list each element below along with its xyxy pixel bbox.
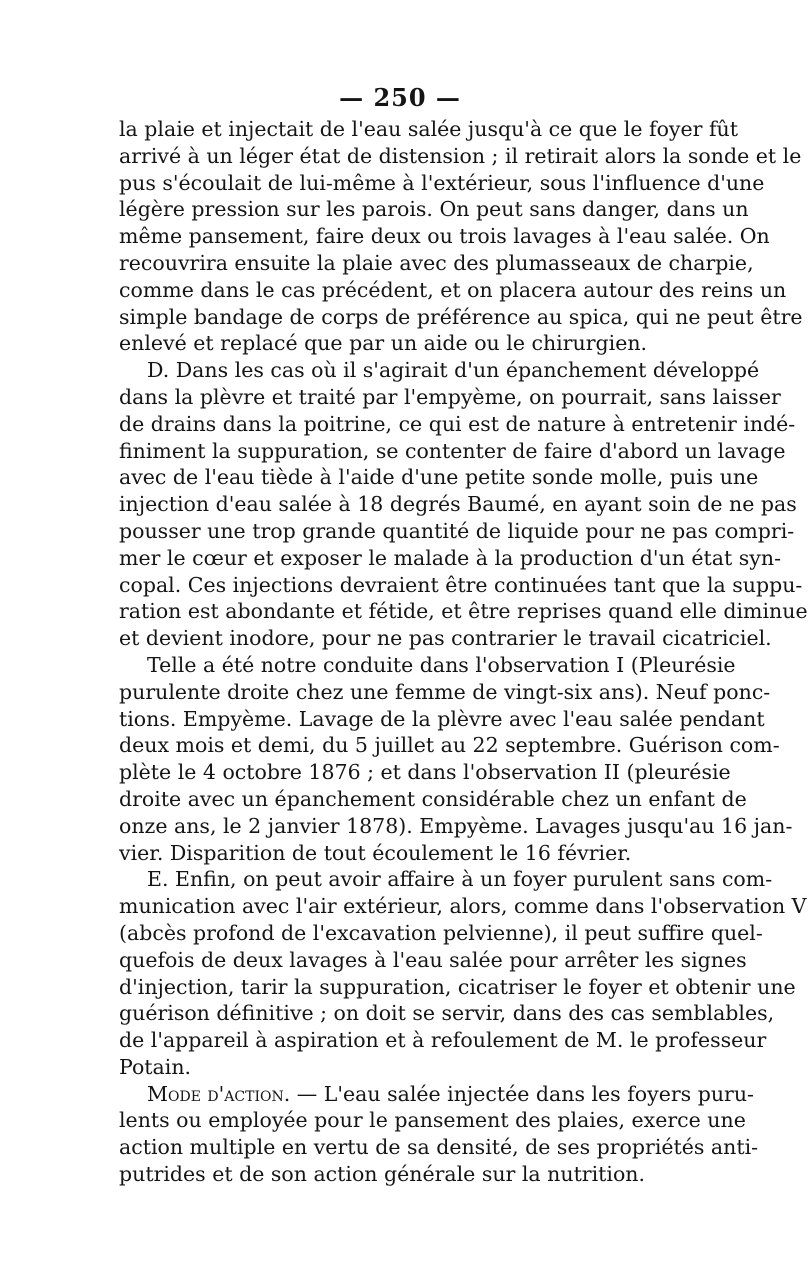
text-line: ration est abondante et fétide, et être reprises quand elle diminue bbox=[119, 599, 808, 624]
text-line: D. Dans les cas où il s'agirait d'un épanchement développé bbox=[147, 358, 760, 383]
text-line: quefois de deux lavages à l'eau salée pour arrêter les signes bbox=[119, 947, 747, 972]
text-line: finiment la suppuration, se contenter de faire d'abord un lavage bbox=[119, 438, 786, 463]
text-run: — L'eau salée injectée dans les foyers puru- bbox=[290, 1081, 754, 1106]
text-line: de l'appareil à aspiration et à refoulement de M. le professeur bbox=[119, 1028, 767, 1053]
text-line: simple bandage de corps de préférence au spica, qui ne peut être bbox=[119, 304, 803, 329]
text-line: lents ou employée pour le pansement des plaies, exerce une bbox=[119, 1108, 746, 1133]
text-line: tions. Empyème. Lavage de la plèvre avec l'eau salée pendant bbox=[119, 706, 765, 731]
text-line: dans la plèvre et traité par l'empyème, on pourrait, sans laisser bbox=[119, 384, 781, 409]
text-line: Telle a été notre conduite dans l'observation I (Pleurésie bbox=[147, 652, 736, 677]
text-line: guérison définitive ; on doit se servir, dans des cas semblables, bbox=[119, 1001, 775, 1026]
text-line: Potain. bbox=[119, 1054, 192, 1079]
text-line: même pansement, faire deux ou trois lavages à l'eau salée. On bbox=[119, 224, 770, 249]
text-line: putrides et de son action générale sur la nutrition. bbox=[119, 1162, 646, 1187]
text-line: enlevé et replacé que par un aide ou le chirurgien. bbox=[119, 331, 648, 356]
body-text bbox=[119, 116, 808, 1188]
text-line: pus s'écoulait de lui-même à l'extérieur, sous l'influence d'une bbox=[119, 170, 765, 195]
text-line: plète le 4 octobre 1876 ; et dans l'observation II (pleurésie bbox=[119, 760, 731, 785]
text-line: injection d'eau salée à 18 degrés Baumé, en ayant soin de ne pas bbox=[119, 492, 797, 517]
text-line: E. Enfin, on peut avoir affaire à un foyer purulent sans com- bbox=[147, 867, 773, 892]
text-line: de drains dans la poitrine, ce qui est de nature à entretenir indé- bbox=[119, 411, 796, 436]
text-line: droite avec un épanchement considérable chez un enfant de bbox=[119, 786, 747, 811]
text-line: mer le cœur et exposer le malade à la production d'un état syn- bbox=[119, 545, 782, 570]
text-line: avec de l'eau tiède à l'aide d'une petite sonde molle, puis une bbox=[119, 465, 759, 490]
text-line: onze ans, le 2 janvier 1878). Empyème. Lavages jusqu'au 16 jan- bbox=[119, 813, 793, 838]
page-number: — 250 — bbox=[339, 83, 461, 112]
text-line bbox=[119, 1081, 754, 1108]
text-line: comme dans le cas précédent, et on placera autour des reins un bbox=[119, 277, 787, 302]
text-line: copal. Ces injections devraient être continuées tant que la suppu- bbox=[119, 572, 803, 597]
section-heading: Mode d'action. bbox=[147, 1081, 291, 1106]
text-line: pousser une trop grande quantité de liquide pour ne pas compri- bbox=[119, 518, 795, 543]
text-line: vier. Disparition de tout écoulement le 16 février. bbox=[119, 840, 632, 865]
text-line: d'injection, tarir la suppuration, cicatriser le foyer et obtenir une bbox=[119, 974, 796, 999]
text-line: purulente droite chez une femme de vingt-six ans). Neuf ponc- bbox=[119, 679, 771, 704]
text-line: la plaie et injectait de l'eau salée jusqu'à ce que le foyer fût bbox=[119, 117, 738, 141]
text-line: munication avec l'air extérieur, alors, comme dans l'observation V bbox=[119, 894, 807, 919]
text-line: deux mois et demi, du 5 juillet au 22 septembre. Guérison com- bbox=[119, 733, 780, 758]
text-line: et devient inodore, pour ne pas contrarier le travail cicatriciel. bbox=[119, 626, 772, 651]
text-line: recouvrira ensuite la plaie avec des plumasseaux de charpie, bbox=[119, 250, 754, 275]
text-line: (abcès profond de l'excavation pelvienne), il peut suffire quel- bbox=[119, 920, 763, 945]
text-line: arrivé à un léger état de distension ; il retirait alors la sonde et le bbox=[119, 143, 802, 168]
text-line: action multiple en vertu de sa densité, de ses propriétés anti- bbox=[119, 1135, 759, 1160]
text-line: légère pression sur les parois. On peut sans danger, dans un bbox=[119, 197, 749, 222]
